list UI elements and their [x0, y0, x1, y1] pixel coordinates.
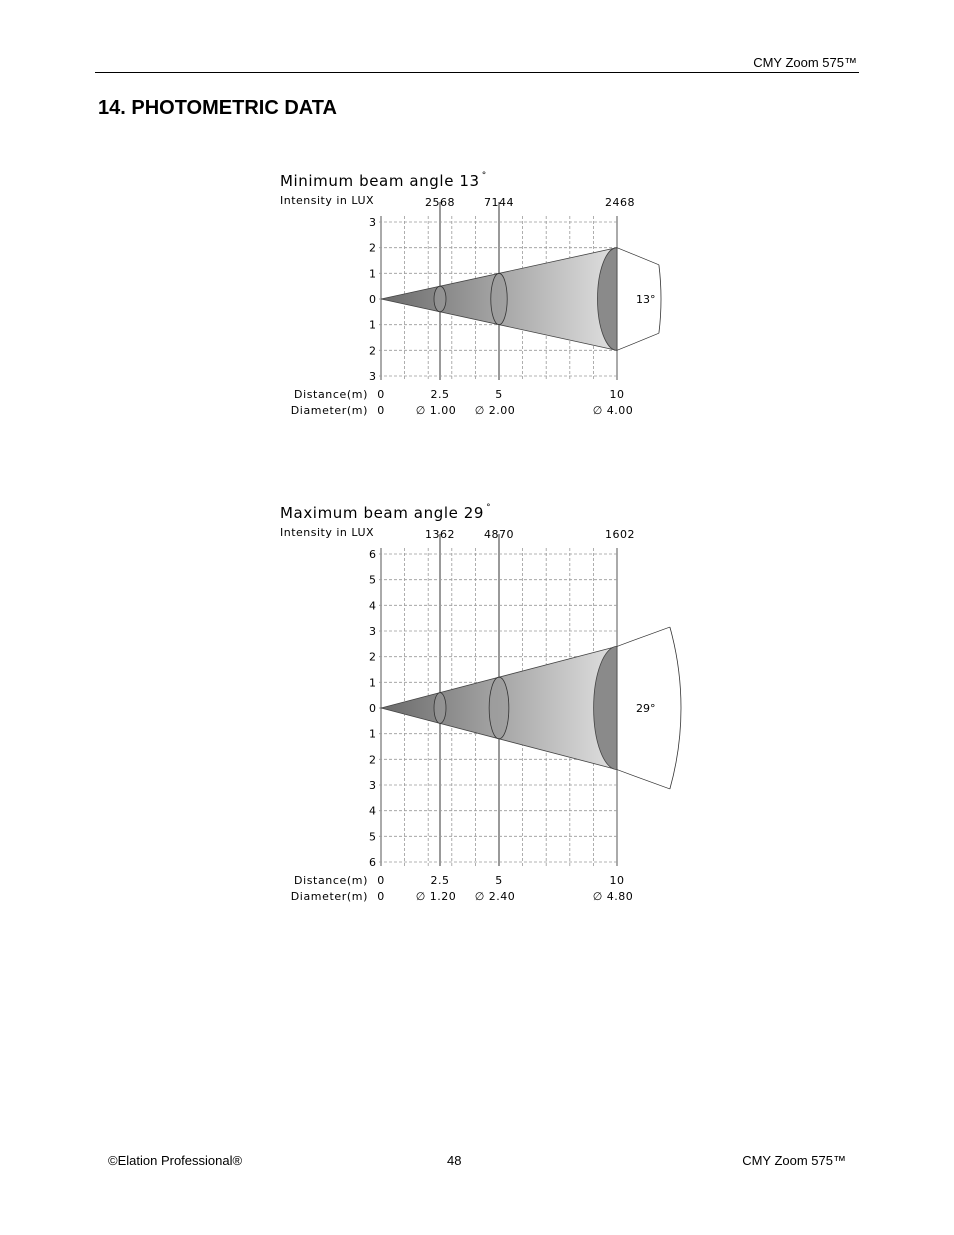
distance-value: 10 [609, 388, 625, 401]
intensity-value: 7144 [484, 196, 514, 209]
angle-label: 13° [636, 293, 656, 306]
footer-page-number: 48 [447, 1153, 462, 1168]
beam-section [489, 677, 509, 739]
diameter-value: ∅ 2.40 [474, 890, 516, 903]
diameter-value: ∅ 4.80 [592, 890, 634, 903]
y-tick: 3 [369, 779, 376, 792]
angle-ray [617, 333, 659, 350]
angle-arc [659, 265, 661, 333]
intensity-value: 1362 [425, 528, 455, 541]
diameter-value: 0 [377, 404, 385, 417]
degree-mark: ° [481, 171, 487, 181]
intensity-caption: Intensity in LUX [280, 526, 375, 539]
header-title: CMY Zoom 575™ [753, 55, 857, 70]
y-tick: 3 [369, 216, 376, 229]
y-tick: 1 [369, 267, 376, 281]
distance-value: 2.5 [430, 388, 450, 401]
beam-section [491, 273, 507, 324]
beam-section [434, 693, 446, 724]
distance-value: 0 [377, 874, 385, 887]
degree-mark: ° [486, 503, 491, 513]
distance-label: Distance(m) [294, 388, 368, 401]
y-tick: 0 [369, 293, 376, 306]
y-tick: 6 [369, 548, 376, 561]
y-tick: 1 [369, 318, 376, 332]
y-tick: 4 [369, 804, 376, 818]
y-tick: 2 [369, 344, 376, 358]
intensity-value: 2568 [425, 196, 455, 209]
angle-ray [617, 248, 659, 265]
y-tick: 3 [369, 625, 376, 638]
intensity-value: 1602 [605, 528, 635, 541]
diameter-value: ∅ 4.00 [592, 404, 634, 417]
intensity-value: 2468 [605, 196, 635, 209]
diameter-value: ∅ 1.00 [415, 404, 457, 417]
footer-product: CMY Zoom 575™ [742, 1153, 846, 1168]
intensity-caption: Intensity in LUX [280, 194, 375, 207]
diameter-value: ∅ 2.00 [474, 404, 516, 417]
distance-value: 5 [495, 388, 503, 401]
y-tick: 3 [369, 370, 376, 383]
distance-value: 2.5 [430, 874, 450, 887]
y-tick: 2 [369, 241, 376, 255]
distance-value: 0 [377, 388, 385, 401]
section-heading: 14. PHOTOMETRIC DATA [98, 97, 337, 119]
diameter-label: Diameter(m) [290, 404, 368, 417]
beam-diagram-2 [280, 503, 681, 903]
y-tick: 0 [369, 702, 376, 715]
diagram-title: Minimum beam angle 13 [280, 172, 480, 190]
angle-ray [617, 770, 670, 789]
angle-ray [617, 627, 670, 646]
y-tick: 2 [369, 753, 376, 767]
angle-label: 29° [636, 702, 656, 715]
diameter-value: ∅ 1.20 [415, 890, 457, 903]
intensity-value: 4870 [484, 528, 514, 541]
beam-section [434, 286, 446, 312]
y-tick: 5 [369, 573, 376, 587]
y-tick: 1 [369, 676, 376, 690]
y-tick: 5 [369, 830, 376, 844]
angle-arc [670, 627, 681, 789]
distance-label: Distance(m) [294, 874, 368, 887]
y-tick: 1 [369, 727, 376, 741]
beam-diagram-1 [280, 171, 661, 417]
y-tick: 6 [369, 856, 376, 869]
diameter-value: 0 [377, 890, 385, 903]
diagram-title: Maximum beam angle 29 [280, 504, 485, 522]
diameter-label: Diameter(m) [290, 890, 368, 903]
footer-copyright: ©Elation Professional® [108, 1153, 243, 1168]
y-tick: 2 [369, 650, 376, 664]
distance-value: 5 [495, 874, 503, 887]
y-tick: 4 [369, 599, 376, 613]
distance-value: 10 [609, 874, 625, 887]
